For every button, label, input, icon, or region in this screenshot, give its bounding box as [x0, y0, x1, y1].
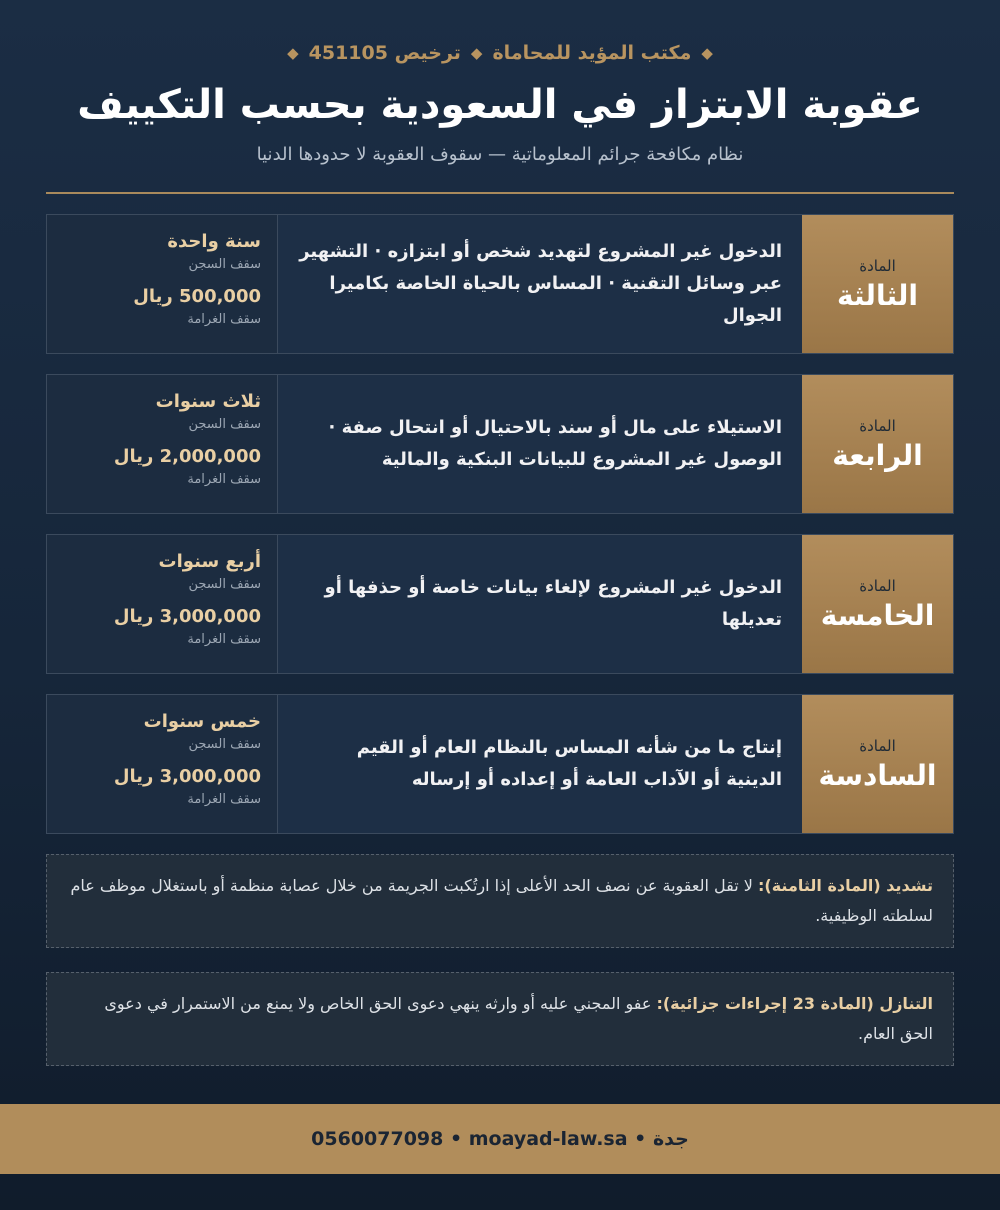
- offense-description: الدخول غير المشروع لتهديد شخص أو ابتزازه · التشهير عبر وسائل التقنية · المساس بالحياة الخاصة بكاميرا الجوال: [299, 241, 782, 326]
- page-header: [0, 0, 1000, 165]
- separator-dot: •: [443, 1128, 469, 1150]
- header-divider: [46, 192, 954, 194]
- penalty-row: [46, 694, 954, 834]
- offense-description: الاستيلاء على مال أو سند بالاحتيال أو انتحال صفة · الوصول غير المشروع للبيانات البنكية والمالية: [328, 417, 782, 470]
- prison-cap-label: سقف السجن: [188, 737, 261, 752]
- prison-cap-label: سقف السجن: [188, 577, 261, 592]
- article-cell: [802, 215, 953, 353]
- article-name: الخامسة: [820, 598, 935, 632]
- aggravation-note: [46, 854, 954, 948]
- fine-cap-value: 500,000 ريال: [133, 286, 261, 307]
- footer-website[interactable]: moayad-law.sa: [468, 1128, 628, 1150]
- page-title: عقوبة الابتزاز في السعودية بحسب التكييف: [77, 82, 923, 128]
- waiver-note-text: عفو المجني عليه أو وارثه ينهي دعوى الحق الخاص ولا يمنع من الاستمرار في دعوى الحق العام.: [104, 994, 933, 1043]
- penalty-table: [46, 214, 954, 834]
- footer-city: جدة: [652, 1128, 689, 1150]
- article-label: المادة: [859, 736, 896, 755]
- fine-cap-value: 3,000,000 ريال: [113, 766, 261, 787]
- footer-contact-bar: [0, 1104, 1000, 1174]
- prison-cap-label: سقف السجن: [188, 417, 261, 432]
- article-label: المادة: [859, 416, 896, 435]
- fine-cap-label: سقف الغرامة: [187, 472, 261, 487]
- penalty-cell: [47, 375, 277, 513]
- offense-description: إنتاج ما من شأنه المساس بالنظام العام أو القيم الدينية أو الآداب العامة أو إعداده أو إرساله: [356, 737, 782, 790]
- penalty-row: [46, 374, 954, 514]
- penalty-cell: [47, 535, 277, 673]
- fine-cap-label: سقف الغرامة: [187, 632, 261, 647]
- waiver-note-heading: التنازل (المادة 23 إجراءات جزائية):: [656, 994, 933, 1013]
- fine-cap-label: سقف الغرامة: [187, 792, 261, 807]
- fine-cap-label: سقف الغرامة: [187, 312, 261, 327]
- diamond-icon: ◆: [701, 44, 713, 62]
- page-subtitle: نظام مكافحة جرائم المعلوماتية — سقوف العقوبة لا حدودها الدنيا: [256, 144, 744, 165]
- brand-office: مكتب المؤيد للمحاماة: [492, 42, 692, 64]
- offense-description: الدخول غير المشروع لإلغاء بيانات خاصة أو حذفها أو تعديلها: [324, 577, 782, 630]
- article-cell: [802, 375, 953, 513]
- offense-description-cell: [277, 695, 802, 833]
- waiver-note: [46, 972, 954, 1066]
- aggravation-note-text: لا تقل العقوبة عن نصف الحد الأعلى إذا ارتُكبت الجريمة من خلال عصابة منظمة أو باستغلال موظف عام لسلطته الوظيفية.: [70, 876, 933, 925]
- penalty-cell: [47, 215, 277, 353]
- prison-cap-value: أربع سنوات: [158, 551, 261, 572]
- offense-description-cell: [277, 535, 802, 673]
- article-name: السادسة: [818, 758, 937, 792]
- prison-cap-value: ثلاث سنوات: [155, 391, 261, 412]
- penalty-row: [46, 214, 954, 354]
- diamond-icon: ◆: [287, 44, 299, 62]
- article-name: الرابعة: [832, 438, 923, 472]
- article-cell: [802, 535, 953, 673]
- prison-cap-value: خمس سنوات: [143, 711, 261, 732]
- article-cell: [802, 695, 953, 833]
- offense-description-cell: [277, 215, 802, 353]
- offense-description-cell: [277, 375, 802, 513]
- fine-cap-value: 3,000,000 ريال: [113, 606, 261, 627]
- article-name: الثالثة: [837, 278, 918, 312]
- article-label: المادة: [859, 256, 896, 275]
- footer-phone[interactable]: 0560077098: [311, 1128, 444, 1150]
- brand-line: [0, 42, 1000, 64]
- article-label: المادة: [859, 576, 896, 595]
- penalty-cell: [47, 695, 277, 833]
- aggravation-note-heading: تشديد (المادة الثامنة):: [758, 876, 933, 895]
- prison-cap-value: سنة واحدة: [167, 231, 261, 252]
- brand-license: ترخيص 451105: [308, 42, 461, 64]
- penalty-row: [46, 534, 954, 674]
- fine-cap-value: 2,000,000 ريال: [113, 446, 261, 467]
- diamond-icon: ◆: [470, 44, 483, 62]
- prison-cap-label: سقف السجن: [188, 257, 261, 272]
- separator-dot: •: [627, 1128, 653, 1150]
